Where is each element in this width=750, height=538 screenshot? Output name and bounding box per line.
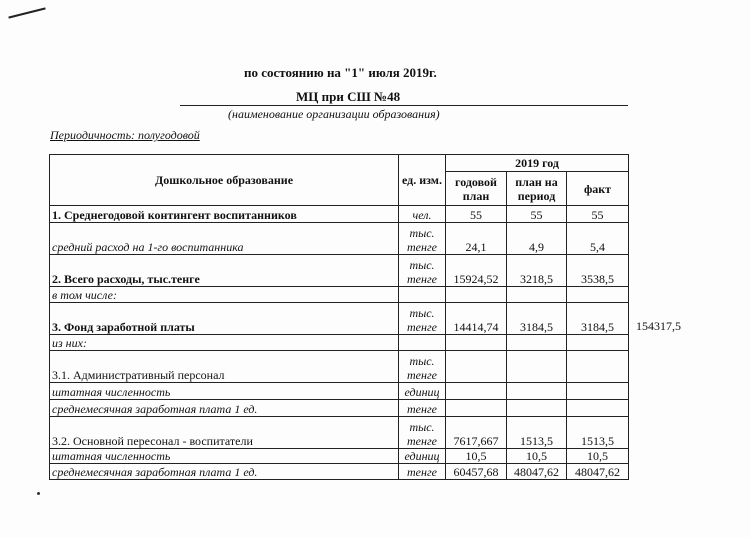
- row-unit: чел.: [399, 206, 446, 223]
- table-row: [50, 335, 629, 351]
- table-row: [50, 383, 629, 400]
- row-unit: тыс. тенге: [399, 223, 446, 255]
- row-unit: тыс. тенге: [399, 255, 446, 287]
- row-unit: тыс. тенге: [399, 303, 446, 335]
- row-label: из них:: [50, 335, 399, 351]
- row-fact: [567, 400, 629, 417]
- table-row: [50, 255, 629, 287]
- row-fact: 3184,5: [567, 303, 629, 335]
- row-label: 2. Всего расходы, тыс.тенге: [50, 255, 399, 287]
- row-label: 3.2. Основной пересонал - воспитатели: [50, 417, 399, 449]
- row-annual: 14414,74: [446, 303, 507, 335]
- row-unit: тенге: [399, 464, 446, 480]
- row-annual: 55: [446, 206, 507, 223]
- row-fact: 1513,5: [567, 417, 629, 449]
- status-line: по состоянию на "1" июля 2019г.: [244, 65, 437, 80]
- row-fact: [567, 287, 629, 303]
- row-unit: [399, 335, 446, 351]
- row-unit: единиц: [399, 383, 446, 400]
- section-header: Дошкольное образование: [50, 155, 399, 206]
- row-annual: 7617,667: [446, 417, 507, 449]
- row-label: в том числе:: [50, 287, 399, 303]
- row-label: средний расход на 1-го воспитанника: [50, 223, 399, 255]
- speck-mark: [37, 492, 40, 495]
- row-period: [507, 400, 567, 417]
- row-unit: единиц: [399, 449, 446, 464]
- row-label: 1. Среднегодовой контингент воспитанников: [50, 206, 399, 223]
- row-unit: тыс. тенге: [399, 351, 446, 383]
- row-label: штатная численность: [50, 449, 399, 464]
- row-annual: 15924,52: [446, 255, 507, 287]
- periodicity-label: Периодичность: полугодовой: [50, 128, 200, 142]
- table-row: [50, 206, 629, 223]
- row-annual: [446, 351, 507, 383]
- row-period: [507, 351, 567, 383]
- row-label: штатная численность: [50, 383, 399, 400]
- row-annual: 10,5: [446, 449, 507, 464]
- row-fact: [567, 383, 629, 400]
- table-row: [50, 417, 629, 449]
- row-period: [507, 335, 567, 351]
- period-plan-header: план на период: [507, 172, 567, 206]
- row-period: 1513,5: [507, 417, 567, 449]
- unit-header: ед. изм.: [399, 155, 446, 206]
- row-period: [507, 287, 567, 303]
- table-row: [50, 449, 629, 464]
- row-label: 3. Фонд заработной платы: [50, 303, 399, 335]
- organization-note: (наименование организации образования): [228, 107, 440, 121]
- row-unit: [399, 287, 446, 303]
- row-unit: тыс. тенге: [399, 417, 446, 449]
- row-period: 10,5: [507, 449, 567, 464]
- side-note-value: 154317,5: [636, 319, 681, 333]
- fact-header: факт: [567, 172, 629, 206]
- pen-stroke-mark: [8, 7, 45, 18]
- table-row: [50, 287, 629, 303]
- table-row: [50, 464, 629, 480]
- row-period: 3218,5: [507, 255, 567, 287]
- organization-underline: [180, 105, 628, 106]
- annual-plan-header: годовой план: [446, 172, 507, 206]
- row-annual: [446, 383, 507, 400]
- row-label: среднемесячная заработная плата 1 ед.: [50, 400, 399, 417]
- row-period: 4,9: [507, 223, 567, 255]
- row-period: [507, 383, 567, 400]
- row-annual: [446, 400, 507, 417]
- table-row: [50, 400, 629, 417]
- table-row: [50, 303, 629, 335]
- row-period: 48047,62: [507, 464, 567, 480]
- table-row: [50, 223, 629, 255]
- row-fact: 3538,5: [567, 255, 629, 287]
- year-header: 2019 год: [446, 155, 629, 172]
- row-label: 3.1. Административный персонал: [50, 351, 399, 383]
- organization-name: МЦ при СШ №48: [296, 89, 401, 104]
- row-label: среднемесячная заработная плата 1 ед.: [50, 464, 399, 480]
- row-unit: тенге: [399, 400, 446, 417]
- row-annual: 24,1: [446, 223, 507, 255]
- row-fact: 48047,62: [567, 464, 629, 480]
- row-fact: 10,5: [567, 449, 629, 464]
- row-fact: [567, 351, 629, 383]
- row-annual: [446, 335, 507, 351]
- report-table: [49, 154, 629, 480]
- row-fact: 55: [567, 206, 629, 223]
- row-fact: [567, 335, 629, 351]
- row-fact: 5,4: [567, 223, 629, 255]
- row-period: 3184,5: [507, 303, 567, 335]
- row-annual: 60457,68: [446, 464, 507, 480]
- table-row: [50, 351, 629, 383]
- row-annual: [446, 287, 507, 303]
- row-period: 55: [507, 206, 567, 223]
